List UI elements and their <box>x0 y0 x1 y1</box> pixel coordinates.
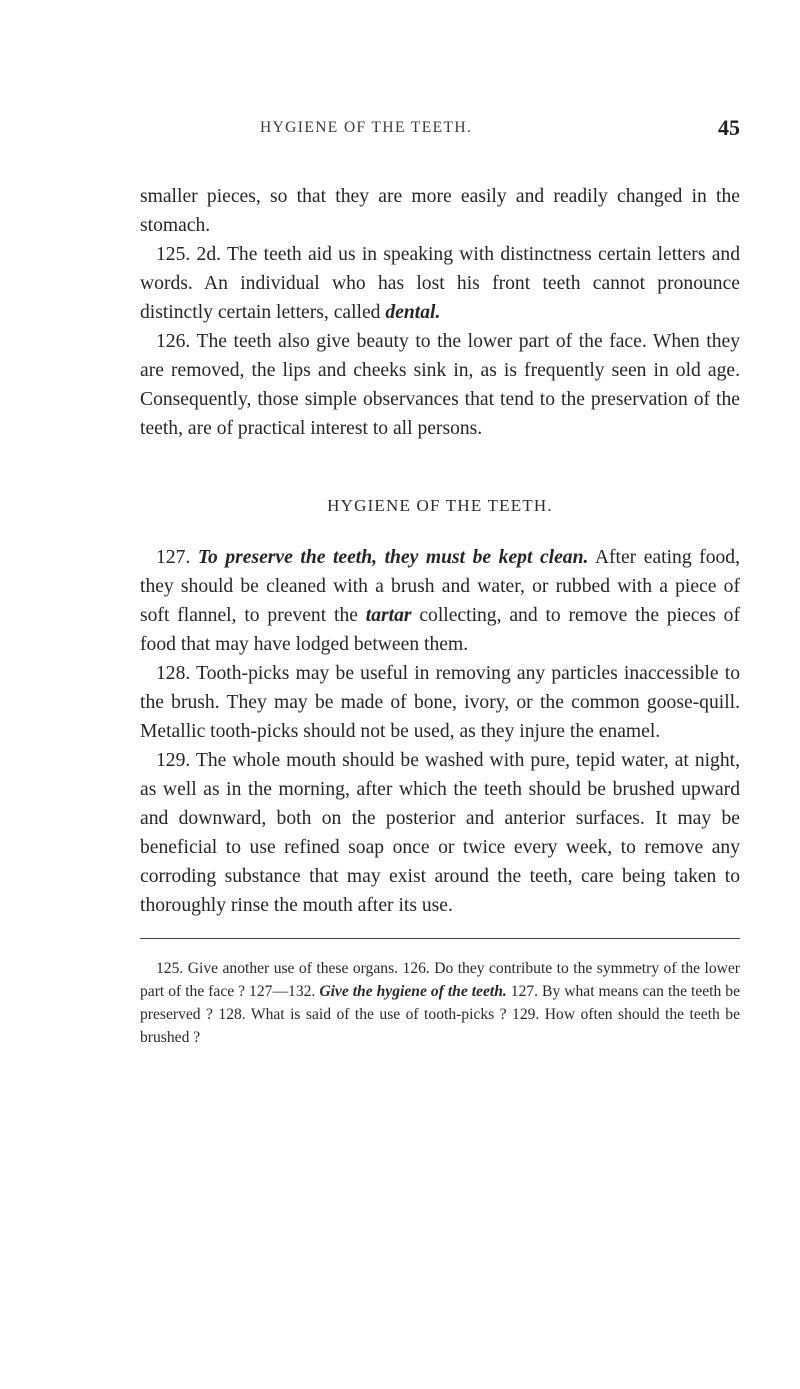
paragraph-number: 127. <box>156 547 191 568</box>
emphasis-dental: dental. <box>385 302 441 323</box>
study-questions: 125. Give another use of these organs. 126. Do they contribute to the symmetry of the lower part of the face ? 127—132. Give the hygiene of the teeth. 127. By what means can the teeth be preserved ? 128. What is said of the use of tooth-picks ? 129. How often should the teeth be brushed ? <box>140 960 740 1046</box>
body-text <box>140 182 740 1049</box>
section-heading: HYGIENE OF THE TEETH. <box>327 496 553 515</box>
paragraph-129: 129. The whole mouth should be washed with pure, tepid water, at night, as well as in the morning, after which the teeth should be brushed upward and downward, both on the posterior and anterior surfaces. It may be beneficial to use refined soap once or twice every week, to remove any corroding substance that may exist around the teeth, care being taken to thoroughly rinse the mouth after its use. <box>140 750 740 916</box>
paragraph-continuation: smaller pieces, so that they are more easily and readily changed in the stomach. <box>140 186 740 236</box>
paragraph-127: 127. To preserve the teeth, they must be kept clean. After eating food, they should be cleaned with a brush and water, or rubbed with a piece of soft flannel, to prevent the tartar collecting, and to remove the pieces of food that may have lodged between them. <box>140 547 740 655</box>
paragraph-number: 129. <box>156 750 191 771</box>
paragraph-number: 126. <box>156 331 191 352</box>
page-number: 45 <box>718 115 740 140</box>
footnote-divider <box>140 938 740 939</box>
paragraph-128: 128. Tooth-picks may be useful in removing any particles inaccessible to the brush. They may be made of bone, ivory, or the common goose-quill. Metallic tooth-picks should not be used, as they injure the enamel. <box>140 663 740 742</box>
running-head <box>140 115 740 145</box>
paragraph-125: 125. 2d. The teeth aid us in speaking with distinctness certain letters and words. An individual who has lost his front teeth cannot pronounce distinctly certain letters, called dental. <box>140 244 740 323</box>
paragraph-number: 128. <box>156 663 191 684</box>
running-title: HYGIENE OF THE TEETH. <box>260 119 473 136</box>
emphasis-tartar: tartar <box>365 605 412 626</box>
paragraph-126: 126. The teeth also give beauty to the lower part of the face. When they are removed, the lips and cheeks sink in, as is frequently seen in old age. Consequently, those simple observances that tend to the preservation of the teeth, are of practical interest to all persons. <box>140 331 740 439</box>
emphasis-rule: To preserve the teeth, they must be kept clean. <box>190 547 589 568</box>
emphasis-question: Give the hygiene of the teeth. <box>319 983 507 1000</box>
paragraph-number: 125. <box>156 244 191 265</box>
